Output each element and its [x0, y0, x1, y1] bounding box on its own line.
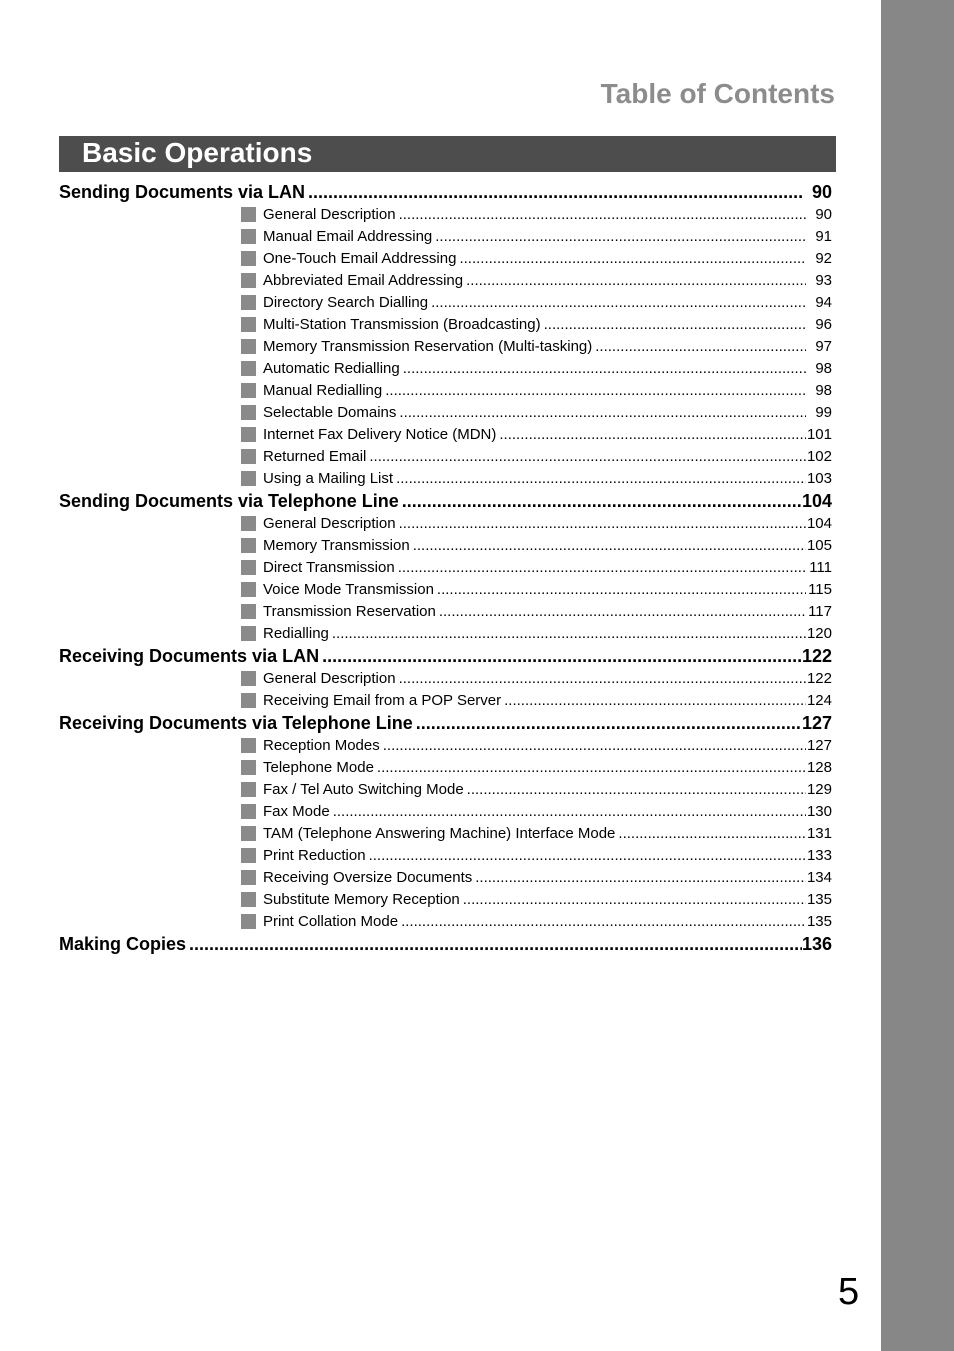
square-bullet-icon — [241, 317, 256, 332]
toc-item-entry[interactable] — [59, 248, 832, 270]
toc-item-page: 135 — [806, 912, 832, 930]
toc-item-page: 129 — [806, 780, 832, 798]
toc-item-entry[interactable] — [59, 270, 832, 292]
square-bullet-icon — [241, 471, 256, 486]
dot-leader — [366, 446, 806, 468]
square-bullet-icon — [241, 914, 256, 929]
toc-section-page: 136 — [801, 934, 832, 954]
square-bullet-icon — [241, 582, 256, 597]
toc-item-title: TAM (Telephone Answering Machine) Interface Mode — [263, 824, 616, 842]
toc-section-title: Making Copies — [59, 934, 187, 954]
square-bullet-icon — [241, 516, 256, 531]
dot-leader — [366, 845, 806, 867]
toc-item-title: General Description — [263, 205, 396, 223]
toc-item-entry[interactable] — [59, 579, 832, 601]
toc-item-title: Receiving Oversize Documents — [263, 868, 473, 886]
toc-item-entry[interactable] — [59, 468, 832, 490]
toc-item-title: One-Touch Email Addressing — [263, 249, 457, 267]
dot-leader — [434, 579, 806, 601]
toc-item-page: 124 — [806, 691, 832, 709]
toc-item-entry[interactable] — [59, 535, 832, 557]
toc-item-entry[interactable] — [59, 623, 832, 645]
toc-item-page: 94 — [815, 293, 832, 311]
toc-item-page: 98 — [815, 359, 832, 377]
toc-item-page: 104 — [806, 514, 832, 532]
square-bullet-icon — [241, 207, 256, 222]
toc-item-entry[interactable] — [59, 690, 832, 712]
toc-item-entry[interactable] — [59, 823, 832, 845]
toc-item-page: 103 — [806, 469, 832, 487]
toc-item-title: Reception Modes — [263, 736, 380, 754]
toc-item-page: 93 — [815, 271, 832, 289]
toc-section-page: 90 — [811, 182, 832, 202]
dot-leader — [472, 867, 806, 889]
square-bullet-icon — [241, 251, 256, 266]
toc-item-entry[interactable] — [59, 779, 832, 801]
toc-item-title: Manual Redialling — [263, 381, 383, 399]
toc-section-page: 122 — [801, 646, 832, 666]
toc-item-title: Using a Mailing List — [263, 469, 394, 487]
toc-item-page: 105 — [806, 536, 832, 554]
toc-item-title: Automatic Redialling — [263, 359, 400, 377]
square-bullet-icon — [241, 892, 256, 907]
toc-item-entry[interactable] — [59, 446, 832, 468]
square-bullet-icon — [241, 273, 256, 288]
square-bullet-icon — [241, 804, 256, 819]
square-bullet-icon — [241, 848, 256, 863]
square-bullet-icon — [241, 229, 256, 244]
toc-section-page: 104 — [801, 491, 832, 511]
square-bullet-icon — [241, 604, 256, 619]
toc-item-page: 133 — [806, 846, 832, 864]
toc-section-entry[interactable] — [59, 490, 832, 513]
toc-item-entry[interactable] — [59, 757, 832, 779]
dot-leader — [541, 314, 806, 336]
toc-item-title: Returned Email — [263, 447, 367, 465]
side-tab-bar — [881, 0, 954, 1351]
toc-item-page: 96 — [815, 315, 832, 333]
dot-leader — [413, 712, 802, 735]
square-bullet-icon — [241, 626, 256, 641]
toc-section-entry[interactable] — [59, 933, 832, 956]
square-bullet-icon — [241, 671, 256, 686]
dot-leader — [380, 735, 806, 757]
square-bullet-icon — [241, 383, 256, 398]
toc-item-title: Receiving Email from a POP Server — [263, 691, 502, 709]
square-bullet-icon — [241, 738, 256, 753]
dot-leader — [399, 490, 802, 513]
toc-item-title: Transmission Reservation — [263, 602, 436, 620]
square-bullet-icon — [241, 449, 256, 464]
toc-item-entry[interactable] — [59, 336, 832, 358]
toc-item-page: 135 — [806, 890, 832, 908]
square-bullet-icon — [241, 295, 256, 310]
toc-item-entry[interactable] — [59, 513, 832, 535]
dot-leader — [464, 779, 806, 801]
toc-item-page: 117 — [808, 602, 832, 620]
square-bullet-icon — [241, 782, 256, 797]
toc-item-title: General Description — [263, 669, 396, 687]
toc-item-title: Print Collation Mode — [263, 912, 399, 930]
toc-item-entry[interactable] — [59, 314, 832, 336]
square-bullet-icon — [241, 760, 256, 775]
toc-section-page: 127 — [801, 713, 832, 733]
toc-section-entry[interactable] — [59, 181, 832, 204]
toc-item-entry[interactable] — [59, 358, 832, 380]
dot-leader — [382, 380, 806, 402]
toc-item-title: Memory Transmission — [263, 536, 410, 554]
toc-item-title: Multi-Station Transmission (Broadcasting) — [263, 315, 541, 333]
toc-item-title: Abbreviated Email Addressing — [263, 271, 464, 289]
toc-item-page: 97 — [815, 337, 832, 355]
page-title: Table of Contents — [600, 78, 835, 109]
dot-leader — [396, 402, 806, 424]
toc-item-entry[interactable] — [59, 845, 832, 867]
toc-item-title: General Description — [263, 514, 396, 532]
toc-item-page: 115 — [808, 580, 832, 598]
toc-item-title: Fax Mode — [263, 802, 330, 820]
toc-item-title: Manual Email Addressing — [263, 227, 433, 245]
page-number: 5 — [838, 1271, 860, 1313]
toc-item-title: Direct Transmission — [263, 558, 395, 576]
dot-leader — [592, 336, 806, 358]
toc-item-entry[interactable] — [59, 911, 832, 933]
square-bullet-icon — [241, 339, 256, 354]
toc-item-page: 102 — [806, 447, 832, 465]
toc-item-entry[interactable] — [59, 889, 832, 911]
toc-item-page: 90 — [815, 205, 832, 223]
dot-leader — [319, 645, 802, 668]
dot-leader — [615, 823, 806, 845]
toc-item-title: Memory Transmission Reservation (Multi-tasking) — [263, 337, 593, 355]
square-bullet-icon — [241, 826, 256, 841]
toc-item-entry[interactable] — [59, 557, 832, 579]
square-bullet-icon — [241, 870, 256, 885]
toc-item-title: Substitute Memory Reception — [263, 890, 460, 908]
toc-item-page: 92 — [815, 249, 832, 267]
toc-item-entry[interactable] — [59, 226, 832, 248]
toc-item-entry[interactable] — [59, 668, 832, 690]
toc-item-entry[interactable] — [59, 601, 832, 623]
toc-item-entry[interactable] — [59, 402, 832, 424]
dot-leader — [456, 248, 806, 270]
toc-item-page: 101 — [806, 425, 832, 443]
dot-leader — [330, 801, 806, 823]
toc-item-title: Selectable Domains — [263, 403, 397, 421]
square-bullet-icon — [241, 405, 256, 420]
toc-item-page: 127 — [806, 736, 832, 754]
toc-item-page: 130 — [806, 802, 832, 820]
toc-item-title: Redialling — [263, 624, 329, 642]
dot-leader — [410, 535, 806, 557]
toc-item-page: 134 — [806, 868, 832, 886]
square-bullet-icon — [241, 361, 256, 376]
toc-section-entry[interactable] — [59, 712, 832, 735]
toc-item-title: Directory Search Dialling — [263, 293, 429, 311]
dot-leader — [496, 424, 806, 446]
toc-item-entry[interactable] — [59, 735, 832, 757]
dot-leader — [374, 757, 806, 779]
toc-section-entry[interactable] — [59, 645, 832, 668]
dot-leader — [432, 226, 806, 248]
toc-item-entry[interactable] — [59, 292, 832, 314]
toc-section-title: Sending Documents via Telephone Line — [59, 491, 399, 511]
toc-item-title: Voice Mode Transmission — [263, 580, 434, 598]
dot-leader — [398, 911, 806, 933]
toc-section-title: Sending Documents via LAN — [59, 182, 306, 202]
toc-item-page: 120 — [806, 624, 832, 642]
square-bullet-icon — [241, 538, 256, 553]
dot-leader — [396, 204, 806, 226]
toc-item-page: 91 — [815, 227, 832, 245]
toc-item-entry[interactable] — [59, 380, 832, 402]
dot-leader — [396, 668, 806, 690]
square-bullet-icon — [241, 693, 256, 708]
dot-leader — [428, 292, 806, 314]
square-bullet-icon — [241, 560, 256, 575]
toc-item-title: Print Reduction — [263, 846, 366, 864]
toc-item-page: 122 — [806, 669, 832, 687]
toc-item-entry[interactable] — [59, 424, 832, 446]
square-bullet-icon — [241, 427, 256, 442]
toc-item-title: Telephone Mode — [263, 758, 374, 776]
dot-leader — [400, 358, 806, 380]
toc-section-title: Receiving Documents via LAN — [59, 646, 320, 666]
toc-item-title: Internet Fax Delivery Notice (MDN) — [263, 425, 497, 443]
dot-leader — [463, 270, 806, 292]
toc-item-title: Fax / Tel Auto Switching Mode — [263, 780, 464, 798]
dot-leader — [329, 623, 806, 645]
table-of-contents — [59, 181, 832, 956]
dot-leader — [501, 690, 806, 712]
section-header — [59, 136, 836, 172]
toc-item-entry[interactable] — [59, 204, 832, 226]
toc-item-page: 128 — [806, 758, 832, 776]
dot-leader — [396, 513, 806, 535]
toc-item-page: 98 — [815, 381, 832, 399]
dot-leader — [395, 557, 806, 579]
toc-section-title: Receiving Documents via Telephone Line — [59, 713, 413, 733]
dot-leader — [460, 889, 806, 911]
dot-leader — [436, 601, 806, 623]
toc-item-entry[interactable] — [59, 867, 832, 889]
dot-leader — [186, 933, 802, 956]
toc-item-page: 131 — [806, 824, 832, 842]
toc-item-entry[interactable] — [59, 801, 832, 823]
toc-item-page: 99 — [815, 403, 832, 421]
section-title: Basic Operations — [82, 137, 313, 168]
dot-leader — [305, 181, 802, 204]
dot-leader — [393, 468, 806, 490]
toc-item-page: 111 — [809, 558, 832, 576]
